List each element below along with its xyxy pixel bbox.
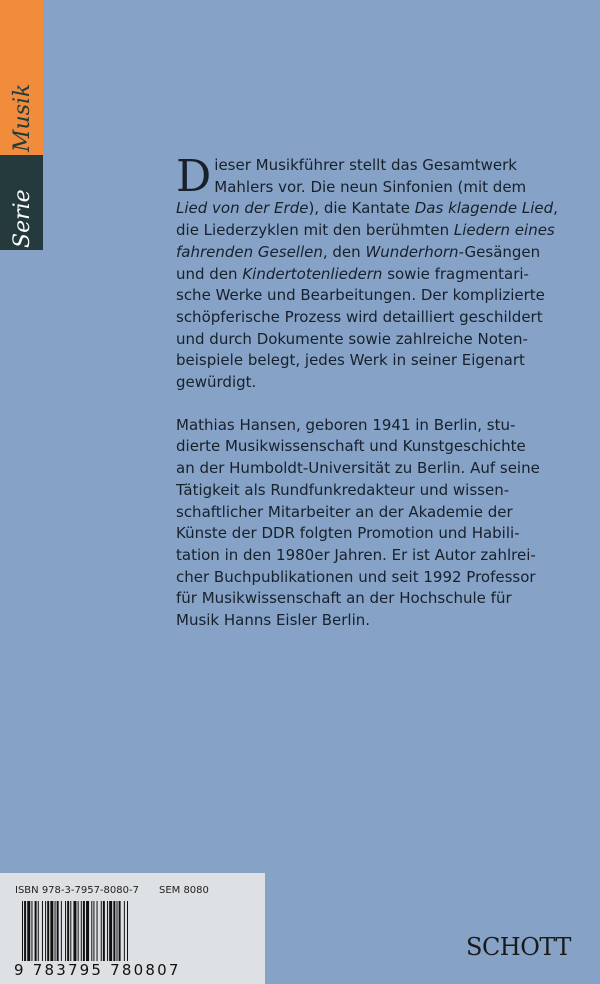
- barcode-digits: 9 783795 780807: [14, 961, 181, 979]
- description-line: gewürdigt.: [176, 373, 257, 392]
- back-cover-text: [176, 151, 594, 632]
- barcode-bar: [101, 901, 102, 961]
- description-line: Lied von der Erde), die Kantate Das klagende Lied,: [176, 199, 558, 218]
- barcode-bar: [107, 901, 108, 961]
- barcode-bar: [42, 901, 43, 961]
- barcode-bar: [124, 901, 125, 961]
- barcode-bar: [38, 901, 39, 961]
- barcode-bar: [57, 901, 59, 961]
- barcode-bar: [117, 901, 118, 961]
- barcode-bar: [31, 901, 32, 961]
- isbn-number: ISBN 978-3-7957-8080-7: [15, 885, 139, 896]
- work-title: Liedern eines: [453, 221, 555, 240]
- bio-line: Tätigkeit als Rundfunkredakteur und wissen-: [176, 480, 510, 499]
- barcode-bar: [119, 901, 121, 961]
- description-line: beispiele belegt, jedes Werk in seiner Eigenart: [176, 351, 525, 370]
- barcode-bar: [22, 901, 23, 961]
- description-paragraph: [176, 151, 594, 394]
- barcode-bar: [81, 901, 82, 961]
- description-line: ieser Musikführer stellt das Gesamtwerk: [214, 156, 517, 174]
- barcode-bar: [91, 901, 92, 961]
- work-title: Lied von der Erde: [176, 199, 309, 218]
- work-title: Kindertotenliedern: [242, 264, 383, 283]
- bio-line: schaftlicher Mitarbeiter an der Akademie der: [176, 502, 513, 521]
- description-line: sche Werke und Bearbeitungen. Der komplizierte: [176, 286, 545, 305]
- barcode-bar: [78, 901, 79, 961]
- drop-cap: D: [176, 151, 212, 202]
- work-title: Wunderhorn: [365, 242, 459, 261]
- bio-line: an der Humboldt-Universität zu Berlin. Auf seine: [176, 459, 540, 478]
- barcode-bar: [55, 901, 56, 961]
- description-line: und den Kindertotenliedern sowie fragmentari-: [176, 264, 529, 283]
- barcode-bar: [86, 901, 89, 961]
- series-name: Musik: [10, 83, 35, 152]
- barcode-bar: [109, 901, 112, 961]
- barcode-bar: [50, 901, 53, 961]
- series-word: Serie: [10, 189, 35, 248]
- bio-line: für Musikwissenschaft an der Hochschule für: [176, 589, 512, 608]
- barcode-bar: [113, 901, 115, 961]
- description-line: Mahlers vor. Die neun Sinfonien (mit dem: [214, 177, 527, 196]
- barcode-bar: [61, 901, 62, 961]
- barcode-bar: [97, 901, 98, 961]
- barcode-bar: [103, 901, 105, 961]
- bio-line: dierte Musikwissenschaft und Kunstgeschichte: [176, 437, 526, 456]
- barcode-image: [22, 901, 184, 961]
- bio-line: Musik Hanns Eisler Berlin.: [176, 611, 371, 630]
- barcode-bar: [24, 901, 26, 961]
- publisher-logo: SCHOTT: [466, 933, 571, 961]
- bio-line: tation in den 1980er Jahren. Er ist Autor zahlrei-: [176, 545, 536, 564]
- barcode-box: [0, 873, 265, 984]
- barcode-bar: [70, 901, 71, 961]
- work-title: Das klagende Lied: [414, 199, 554, 218]
- barcode-bar: [67, 901, 69, 961]
- sem-number: SEM 8080: [158, 885, 209, 896]
- description-line: und durch Dokumente sowie zahlreiche Noten-: [176, 329, 528, 348]
- bio-line: Mathias Hansen, geboren 1941 in Berlin, stu-: [176, 415, 516, 434]
- barcode-bar: [27, 901, 30, 961]
- barcode-bar: [73, 901, 76, 961]
- barcode-bar: [127, 901, 128, 961]
- author-bio-paragraph: [176, 415, 594, 632]
- bio-line: Künste der DDR folgten Promotion und Habili-: [176, 524, 520, 543]
- isbn-line: [15, 885, 209, 896]
- description-line: schöpferische Prozess wird detailliert geschildert: [176, 307, 543, 326]
- description-line: die Liederzyklen mit den berühmten Liedern eines: [176, 221, 555, 240]
- description-line: fahrenden Gesellen, den Wunderhorn-Gesängen: [176, 242, 541, 261]
- bio-line: cher Buchpublikationen und seit 1992 Professor: [176, 567, 536, 586]
- spine-strip: [0, 0, 43, 250]
- barcode-bar: [35, 901, 37, 961]
- barcode-bar: [65, 901, 66, 961]
- barcode-bar: [45, 901, 46, 961]
- barcode-bar: [47, 901, 49, 961]
- barcode-bar: [93, 901, 94, 961]
- barcode-bar: [83, 901, 85, 961]
- work-title: fahrenden Gesellen: [176, 242, 323, 261]
